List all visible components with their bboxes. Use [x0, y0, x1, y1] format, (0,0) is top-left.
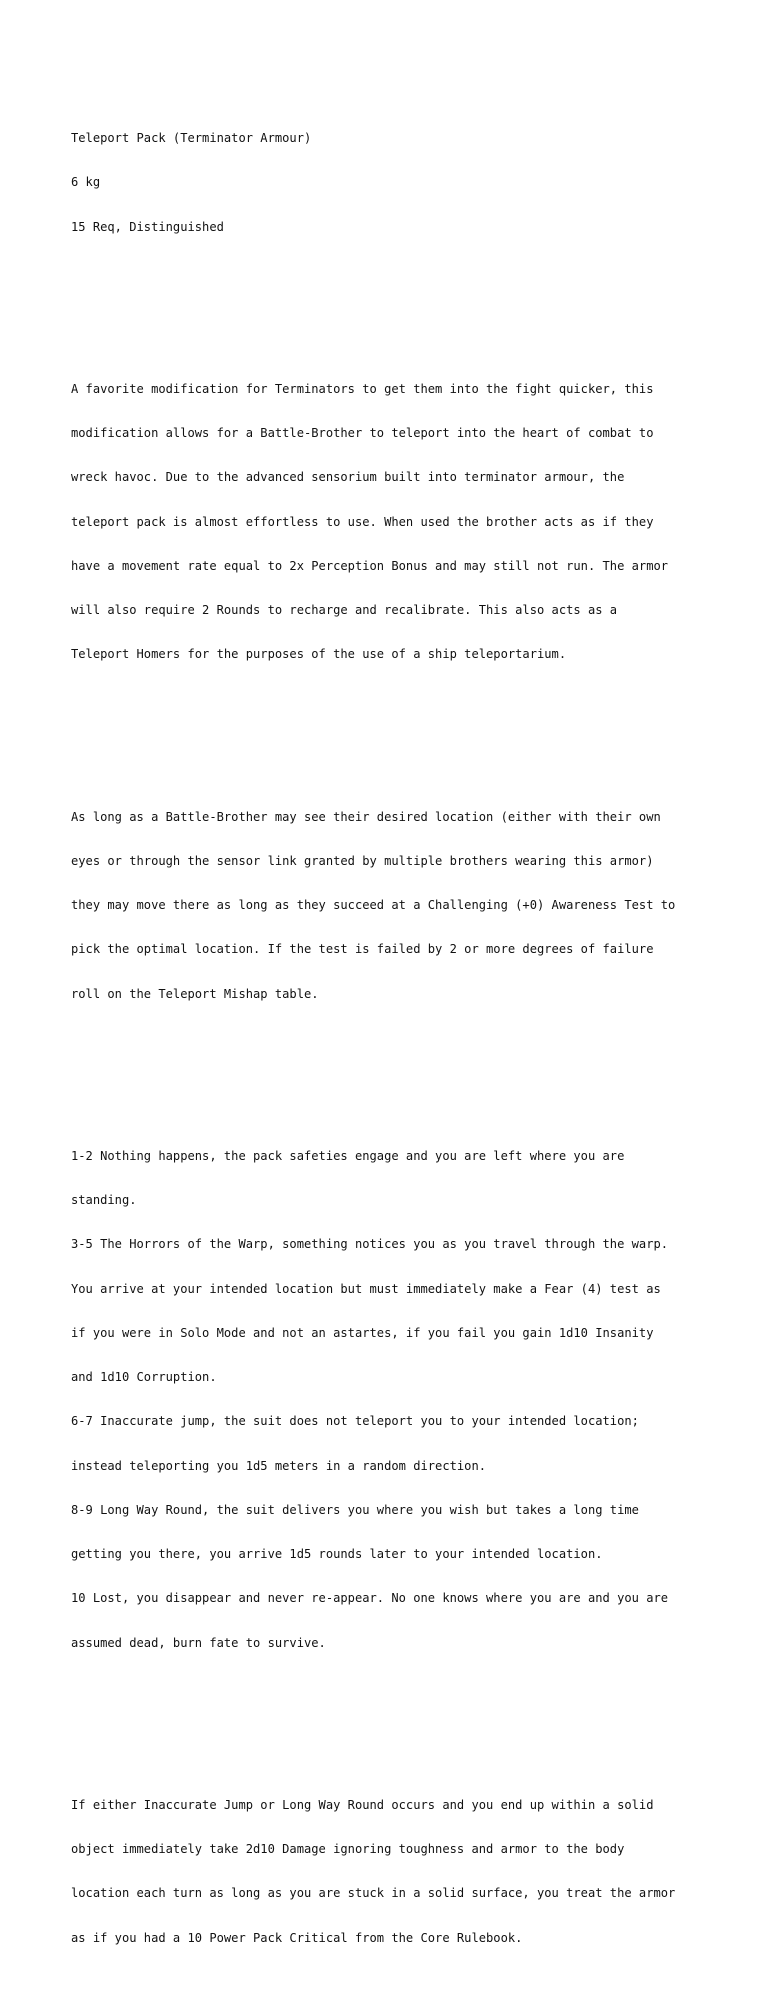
paragraph-gap — [71, 1709, 711, 1724]
paragraph-gap — [71, 721, 711, 736]
usage-paragraph — [71, 780, 711, 1031]
item-title: Teleport Pack (Terminator Armour) — [71, 131, 312, 145]
text-line: roll on the Teleport Mishap table. — [71, 986, 319, 1001]
mishap-entry-line: and 1d10 Corruption. — [71, 1370, 217, 1384]
text-line: object immediately take 2d10 Damage ignoring toughness and armor to the body — [71, 1842, 625, 1856]
item-weight: 6 kg — [71, 175, 101, 190]
text-line: pick the optimal location. If the test is failed by 2 or more degrees of failure — [71, 942, 654, 957]
mishap-entry-line: 10 Lost, you disappear and never re-appear. No one knows where you are and you are — [71, 1591, 669, 1606]
document-page — [71, 72, 711, 1990]
item-header — [71, 102, 711, 264]
mishap-entry-line: assumed dead, burn fate to survive. — [71, 1635, 326, 1650]
text-line: eyes or through the sensor link granted by multiple brothers wearing this armor) — [71, 853, 654, 868]
mishap-entry-line: 1-2 Nothing happens, the pack safeties engage and you are left where you are — [71, 1148, 625, 1163]
text-line: wreck havoc. Due to the advanced sensorium built into terminator armour, the — [71, 470, 625, 485]
mishap-entry-line: 3-5 The Horrors of the Warp, something notices you as you travel through the warp. — [71, 1237, 669, 1252]
text-line: modification allows for a Battle-Brother to teleport into the heart of combat to — [71, 426, 654, 440]
solid-object-paragraph — [71, 1768, 711, 1975]
item-requisition: 15 Req, Distinguished — [71, 219, 224, 234]
paragraph-gap — [71, 1060, 711, 1075]
mishap-entry-line: You arrive at your intended location but must immediately make a Fear (4) test as — [71, 1281, 661, 1296]
mishap-entry-line: 8-9 Long Way Round, the suit delivers you where you wish but takes a long time — [71, 1502, 639, 1517]
mishap-table — [71, 1119, 711, 1680]
text-line: If either Inaccurate Jump or Long Way Round occurs and you end up within a solid — [71, 1797, 654, 1812]
mishap-entry-line: getting you there, you arrive 1d5 rounds later to your intended location. — [71, 1547, 603, 1561]
text-line: have a movement rate equal to 2x Perception Bonus and may still not run. The armor — [71, 558, 669, 573]
mishap-entry-line: if you were in Solo Mode and not an astartes, if you fail you gain 1d10 Insanity — [71, 1325, 654, 1340]
intro-paragraph — [71, 352, 711, 691]
text-line: Teleport Homers for the purposes of the use of a ship teleportarium. — [71, 647, 567, 662]
paragraph-gap — [71, 293, 711, 308]
text-line: as if you had a 10 Power Pack Critical from the Core Rulebook. — [71, 1930, 523, 1945]
mishap-entry-line: instead teleporting you 1d5 meters in a random direction. — [71, 1458, 487, 1473]
text-line: will also require 2 Rounds to recharge and recalibrate. This also acts as a — [71, 603, 618, 617]
text-line: A favorite modification for Terminators to get them into the fight quicker, this — [71, 381, 654, 396]
mishap-entry-line: 6-7 Inaccurate jump, the suit does not teleport you to your intended location; — [71, 1414, 639, 1429]
text-line: As long as a Battle-Brother may see their desired location (either with their own — [71, 809, 661, 824]
mishap-entry-line: standing. — [71, 1193, 137, 1207]
text-line: they may move there as long as they succeed at a Challenging (+0) Awareness Test to — [71, 898, 676, 912]
text-line: teleport pack is almost effortless to use. When used the brother acts as if they — [71, 514, 654, 529]
text-line: location each turn as long as you are stuck in a solid surface, you treat the armor — [71, 1886, 676, 1901]
